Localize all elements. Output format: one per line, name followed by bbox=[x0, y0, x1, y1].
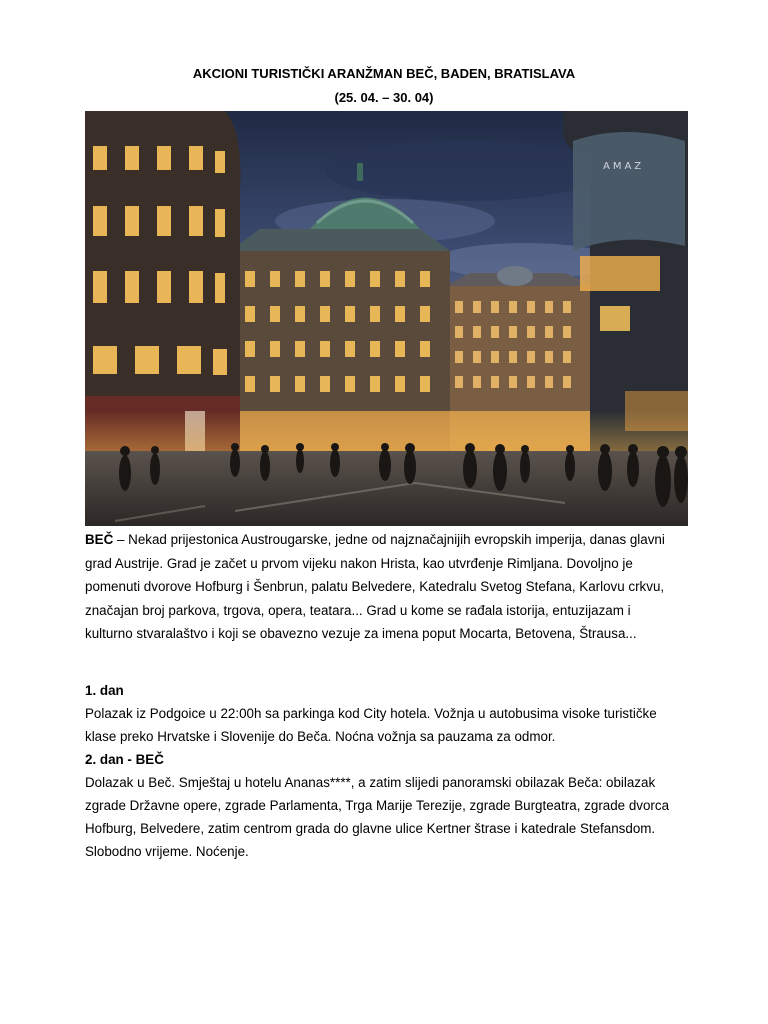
day-2-line-1: Dolazak u Beč. Smještaj u hotelu Ananas****, a zatim slijedi panoramski obilazak Beča: obilazak bbox=[85, 775, 656, 790]
intro-line-2: grad Austrije. Grad je začet u prvom vijeku nakon Hrista, kao utvrđenje Rimljana. Dovoljno je bbox=[85, 555, 633, 571]
intro-lead: BEČ bbox=[85, 532, 114, 547]
day-2-heading: 2. dan - BEČ bbox=[85, 752, 164, 767]
document-dates: (25. 04. – 30. 04) bbox=[334, 90, 434, 105]
document-title: AKCIONI TURISTIČKI ARANŽMAN BEČ, BADEN, BRATISLAVA bbox=[192, 66, 576, 81]
intro-paragraph bbox=[85, 528, 685, 646]
itinerary bbox=[85, 679, 685, 863]
intro-line-3: pomenuti dvorove Hofburg i Šenbrun, palatu Belvedere, Katedralu Svetog Stefana, Karlovu crkvu, bbox=[85, 579, 665, 594]
day-1-line-1: Polazak iz Podgoice u 22:00h sa parkinga kod City hotela. Vožnja u autobusima visoke turističke bbox=[85, 706, 657, 721]
day-1-line-2: klase preko Hrvatske i Slovenije do Beča. Noćna vožnja sa pauzama za odmor. bbox=[85, 729, 556, 744]
building-sign-text: AMAZ bbox=[603, 161, 645, 172]
intro-line-5: kulturno stvaralaštvo i koji se obavezno vezuje za imena poput Mocarta, Betovena, Štrausa... bbox=[85, 626, 637, 641]
intro-line-4: značajan broj parkova, trgova, opera, teatara... Grad u kome se rađala istorija, entuzijazam i bbox=[85, 602, 631, 618]
intro-line-1 bbox=[85, 528, 685, 552]
day-2-line-3: Hofburg, Belvedere, zatim centrom grada do glavne ulice Kertner štrase i katedrale Stefansdom. bbox=[85, 821, 656, 836]
day-2-line-4: Slobodno vrijeme. Noćenje. bbox=[85, 844, 249, 859]
intro-line-1-text: – Nekad prijestonica Austrougarske, jedne od najznačajnijih evropskih imperija, danas glavni bbox=[113, 532, 665, 547]
vienna-street-photo bbox=[85, 111, 688, 526]
day-1-heading: 1. dan bbox=[85, 683, 124, 698]
day-2-line-2: zgrade Državne opere, zgrade Parlamenta, Trga Marije Terezije, zgrade Burgteatra, zgrade dvorca bbox=[85, 798, 670, 813]
